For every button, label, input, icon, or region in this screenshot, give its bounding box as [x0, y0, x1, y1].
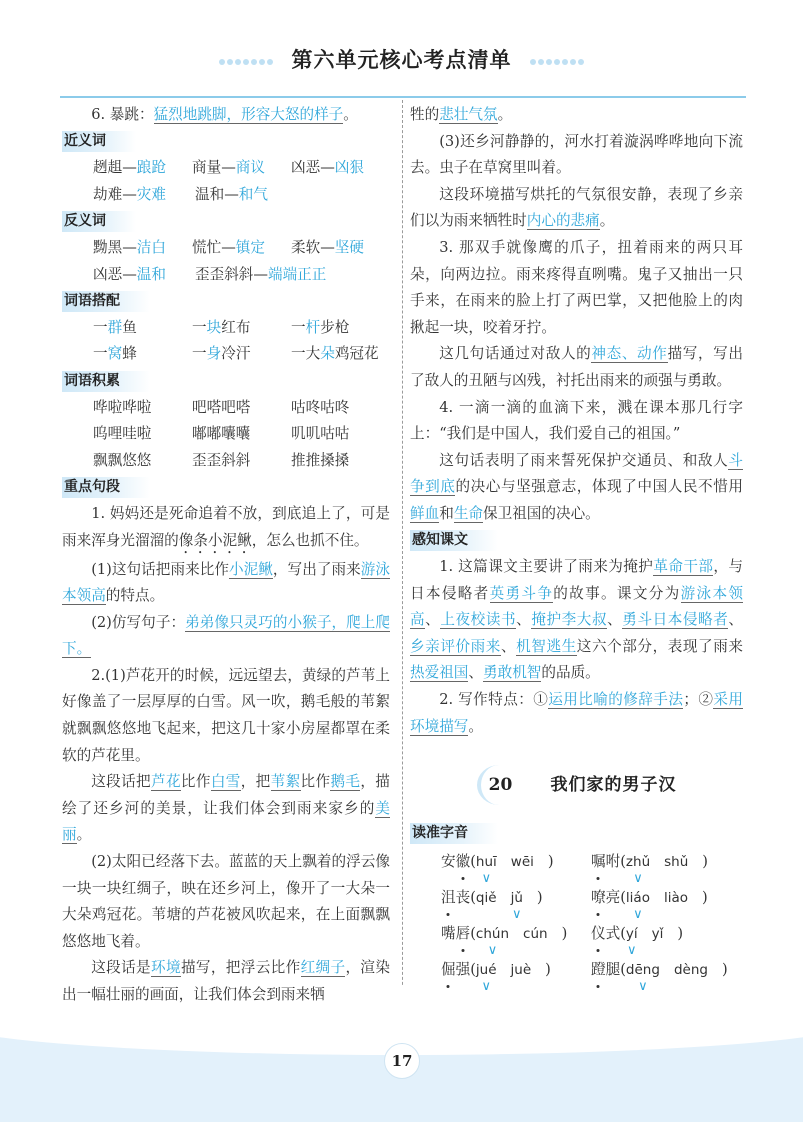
text-segment: ，渲染出一幅壮丽的画面，让我们体会到雨来牺 [62, 959, 390, 1003]
paragraph [62, 102, 390, 129]
text-segment: 呜哩哇啦 [93, 425, 152, 443]
pinyin-reading: jǔ ∨ [511, 883, 523, 913]
check-mark-icon: ∨ [633, 870, 643, 886]
paragraph [410, 235, 743, 341]
answer-fill: 掩护李大叔 [531, 611, 608, 629]
paren: ) [561, 924, 568, 942]
check-mark-icon: ∨ [487, 942, 498, 958]
section-header: 重点句段 [62, 477, 150, 498]
text-segment: 。 [343, 106, 358, 123]
word-item [93, 262, 195, 289]
paren: ) [721, 960, 728, 978]
word-item [291, 315, 390, 342]
answer-word: 端端正正 [267, 265, 327, 283]
decorative-dots-left [218, 50, 274, 69]
text-segment: 一 [93, 345, 108, 363]
section-header-row [410, 820, 743, 847]
word-char: 嘹 [591, 883, 606, 913]
paren: ( [470, 852, 476, 870]
text-segment: 1. 妈妈还是死命追着不放，到底追上了，可是雨来浑身光溜溜的 [62, 504, 390, 549]
word-char: 仪 [591, 919, 606, 949]
paragraph [62, 849, 390, 955]
pinyin-item [441, 883, 591, 922]
answer-word: 凶狠 [334, 159, 364, 177]
word-row [62, 235, 390, 262]
answer-fill: 白雪 [210, 773, 241, 791]
pinyin-row [410, 955, 743, 994]
pinyin-reading: huī ∨ [476, 847, 497, 877]
text-segment: 这几句话通过对敌人的 [439, 345, 592, 363]
word-item [192, 448, 291, 475]
paragraph [410, 395, 743, 448]
paragraph [62, 610, 390, 663]
word-row [62, 315, 390, 342]
text-segment: 、 [516, 611, 532, 629]
text-segment: ，与日本侵略者 [410, 558, 743, 602]
text-segment: 步枪 [320, 318, 350, 336]
paragraph [410, 341, 743, 394]
pinyin-reading: juè [510, 961, 532, 978]
text-segment: 的故事。课文分为 [553, 584, 681, 602]
section-header-row [62, 129, 390, 156]
pinyin-item [591, 847, 741, 886]
answer-fill: 美丽 [62, 799, 390, 844]
answer-word: 踉跄 [136, 159, 166, 177]
answer-fill: 猛烈地跳脚，形容大怒的样子 [153, 106, 344, 123]
text-segment: 1. 这篇课文主要讲了雨来为掩护 [439, 558, 654, 576]
text-segment: 歪歪斜斜— [195, 265, 268, 283]
word-item [192, 315, 291, 342]
text-segment: 一 [192, 345, 207, 363]
text-segment: 和 [439, 504, 454, 522]
pinyin-reading: dèng [673, 961, 708, 978]
pinyin-item [591, 883, 741, 922]
text-segment: 一 [192, 318, 207, 336]
paragraph [62, 663, 390, 769]
answer-fill: 勇斗日本侵略者 [622, 611, 729, 629]
text-segment: 描写，把浮云比作 [180, 959, 301, 977]
paren: ) [536, 888, 543, 906]
text-segment: 哗啦哗啦 [93, 398, 152, 416]
text-segment: 凶恶— [93, 265, 137, 283]
answer-fill: 鲜血 [410, 504, 440, 522]
text-segment: (3)还乡河静静的，河水打着漩涡哗哗地向下流去。虫子在草窝里叫着。 [410, 132, 743, 177]
answer-fill: 英勇斗争 [489, 584, 554, 602]
answer-fill: 游泳本领高 [62, 560, 390, 605]
emphasized-text: 像条小泥鳅 [178, 531, 252, 549]
text-segment: 柔软— [291, 238, 335, 256]
word-item [192, 421, 291, 448]
text-segment: 这段话是 [91, 959, 152, 977]
section-header-row [62, 288, 390, 315]
check-mark-icon: ∨ [481, 870, 492, 886]
section-header-row [62, 208, 390, 235]
word-row [62, 448, 390, 475]
word-char: 强 [455, 960, 471, 978]
lesson-name: 我们家的男子汉 [550, 774, 677, 795]
answer-fill: 乡亲评价雨来 [410, 637, 501, 655]
answer-fill: 悲壮气氛 [439, 106, 498, 123]
answer-fill: 环境 [151, 959, 181, 977]
text-segment: 慌忙— [192, 238, 236, 256]
answer-fill: 勇敢机智 [483, 664, 542, 682]
paren: ) [547, 852, 554, 870]
text-segment: 商量— [192, 159, 236, 177]
word-item [192, 155, 291, 182]
pinyin-reading: yí ∨ [626, 919, 638, 949]
answer-fill: 生命 [453, 504, 484, 522]
answer-fill: 游泳本领高 [410, 584, 743, 629]
word-char: 丧 [455, 888, 471, 906]
answer-word: 洁白 [136, 238, 166, 256]
text-segment: 这段环境描写烘托的气氛很安静，表现了乡亲们以为雨来牺牲时 [410, 185, 743, 230]
text-segment: 的决心与坚强意志，体现了中国人民不惜用 [455, 478, 743, 496]
text-segment: 的特点。 [105, 587, 165, 605]
answer-fill: 机智逃生 [516, 637, 577, 655]
pinyin-reading: shǔ [664, 853, 689, 870]
answer-fill: 芦花 [151, 773, 181, 791]
text-segment: (2)仿写句子： [91, 613, 186, 631]
text-segment: 飘飘悠悠 [93, 451, 152, 469]
text-segment: 比作 [180, 773, 211, 791]
text-segment: 这六个部分，表现了雨来 [576, 637, 743, 655]
paren: ) [677, 924, 684, 942]
word-char: 沮 [441, 883, 456, 913]
pinyin-reading: yǐ [651, 925, 664, 942]
text-segment: 2.(1)芦花开的时候，远远望去，黄绿的芦苇上好像盖了一层厚厚的白雪。风一吹，鹅毛般的苇絮就飘飘悠悠地飞起来，把这几十家小房屋都罩在柔软的芦花里。 [62, 666, 390, 764]
text-segment: 2. 写作特点：① [439, 691, 549, 709]
word-item [195, 182, 297, 209]
answer-fill: 红绸子 [300, 959, 346, 977]
word-char: 腿 [605, 960, 621, 978]
text-segment: ，写出了雨来 [272, 560, 361, 578]
paragraph [410, 182, 743, 235]
word-item [93, 315, 192, 342]
text-segment: 劫难— [93, 185, 137, 203]
text-segment: 冷汗 [221, 345, 251, 363]
page-header [0, 44, 803, 74]
word-item [93, 448, 192, 475]
word-item [291, 395, 390, 422]
text-segment: 趔趄— [93, 159, 137, 177]
right-column [410, 102, 743, 994]
answer-word: 群 [107, 318, 123, 336]
paragraph [410, 129, 743, 182]
answer-fill: 弟弟像只灵巧的小猴子，爬上爬下。 [62, 613, 390, 658]
paren: ) [702, 888, 708, 906]
word-item [291, 235, 390, 262]
text-segment: 描写，写出了敌人的丑陋与凶残，衬托出雨来的顽强与勇敢。 [410, 345, 743, 389]
answer-word: 块 [206, 318, 222, 336]
paragraph [410, 687, 743, 740]
lesson-number-badge: 20 [477, 765, 521, 805]
text-segment: 牲的 [410, 106, 440, 123]
paragraph [62, 557, 390, 610]
answer-fill: 斗争到底 [410, 451, 743, 496]
text-segment: 推推搡搡 [291, 451, 350, 469]
answer-word: 朵 [320, 345, 335, 363]
text-segment: 保卫祖国的决心。 [483, 504, 600, 522]
paragraph [410, 102, 743, 129]
text-segment: 红布 [221, 318, 251, 336]
check-mark-icon: ∨ [481, 978, 491, 994]
text-segment: 。 [599, 212, 615, 230]
text-segment: 这段话把 [91, 773, 151, 791]
word-item [291, 341, 390, 368]
check-mark-icon: ∨ [633, 906, 643, 922]
paren: ) [545, 960, 551, 978]
pinyin-item [591, 919, 741, 958]
pinyin-reading: zhǔ ∨ [626, 847, 650, 877]
pinyin-row [410, 847, 743, 886]
paren: ( [620, 924, 626, 942]
word-row [62, 182, 390, 209]
answer-fill: 鹅毛 [330, 773, 361, 791]
answer-fill: 革命干部 [653, 558, 714, 576]
paragraph [62, 955, 390, 1008]
text-segment: ；② [683, 691, 714, 709]
paragraph [410, 554, 743, 687]
text-segment: 的品质。 [541, 664, 600, 682]
text-segment: 歪歪斜斜 [192, 451, 251, 469]
word-char: 式 [605, 924, 621, 942]
text-segment: 。 [497, 106, 513, 123]
section-header: 读准字音 [410, 823, 498, 844]
word-row [62, 421, 390, 448]
answer-word: 身 [206, 345, 222, 363]
answer-fill: 神态、动作 [591, 345, 668, 363]
text-segment: 、 [607, 611, 623, 629]
text-segment: 这句话表明了雨来誓死保护交通员、和敌人 [439, 451, 729, 469]
header-rule [60, 96, 746, 98]
pinyin-reading: liào [663, 889, 689, 906]
section-header: 感知课文 [410, 530, 498, 551]
word-row [62, 395, 390, 422]
answer-word: 坚硬 [334, 238, 364, 256]
paren: ( [470, 888, 476, 906]
word-char: 亮 [605, 888, 621, 906]
pinyin-reading: jué ∨ [476, 955, 497, 985]
paragraph [62, 769, 390, 849]
lesson-title [410, 750, 743, 820]
text-segment: 嘟嘟囔囔 [192, 425, 251, 443]
word-item [291, 421, 390, 448]
text-segment: 蜂 [122, 345, 137, 363]
pinyin-reading: chún ∨ [476, 919, 509, 949]
word-row [62, 155, 390, 182]
word-char: 安 [441, 852, 456, 870]
text-segment: 、 [500, 637, 517, 655]
text-segment: 比作 [300, 773, 331, 791]
text-segment: 一 [93, 318, 108, 336]
word-char: 徽 [456, 847, 471, 877]
text-segment: (1)这句话把雨来比作 [91, 560, 229, 578]
text-segment: 叽叽咕咕 [291, 425, 350, 443]
word-item [192, 395, 291, 422]
pinyin-reading: cún [523, 925, 548, 942]
word-item [93, 155, 192, 182]
section-header-row [410, 528, 743, 555]
paragraph [410, 448, 743, 528]
paren: ( [470, 924, 476, 942]
paragraph [62, 501, 390, 557]
pinyin-reading: dēng ∨ [626, 955, 660, 985]
text-segment: 6. 暴跳： [91, 106, 154, 123]
word-item [192, 235, 291, 262]
text-segment: 温和— [195, 185, 239, 203]
word-item [93, 421, 192, 448]
word-item [195, 262, 345, 289]
pinyin-reading: qiě [475, 889, 497, 906]
answer-word: 杆 [305, 318, 321, 336]
text-segment: 、 [425, 611, 441, 629]
text-segment: 咕咚咕咚 [291, 398, 350, 416]
word-char: 倔 [441, 955, 456, 985]
text-segment: 一大 [291, 345, 321, 363]
text-segment: 。 [468, 717, 483, 735]
paren: ( [620, 960, 626, 978]
section-header: 反义词 [62, 211, 136, 232]
text-segment: 吧嗒吧嗒 [192, 398, 251, 416]
text-segment: ，描绘了还乡河的美景，让我们体会到雨来家乡的 [62, 773, 390, 817]
word-char: 唇 [456, 919, 471, 949]
answer-fill: 内心的悲痛 [526, 212, 600, 230]
text-segment: 凶恶— [291, 159, 335, 177]
text-segment: ，怎么也抓不住。 [251, 531, 369, 549]
paren: ( [620, 888, 626, 906]
word-item [93, 182, 195, 209]
page-number: 17 [384, 1043, 420, 1079]
word-char: 嘱 [591, 847, 606, 877]
word-char: 嘴 [441, 924, 456, 942]
word-item [93, 341, 192, 368]
text-segment: 、 [728, 611, 743, 629]
answer-word: 和气 [238, 185, 268, 203]
word-item [192, 341, 291, 368]
pinyin-row [410, 919, 743, 958]
pinyin-item [441, 955, 591, 994]
text-segment: 。 [76, 826, 92, 844]
text-segment: 、 [468, 664, 483, 682]
text-segment: 一 [291, 318, 306, 336]
text-segment: (2)太阳已经落下去。蓝蓝的天上飘着的浮云像一块一块红绸子，映在还乡河上，像开了一大朵一大朵鸡冠花。苇塘的芦花被风吹起来，在上面飘飘悠悠地飞着。 [62, 853, 390, 950]
section-header-row [62, 474, 390, 501]
pinyin-item [591, 955, 741, 994]
paren: ( [470, 960, 476, 978]
paren: ( [620, 852, 626, 870]
paren: ) [702, 852, 708, 870]
pinyin-reading: wēi [510, 853, 534, 870]
left-column [62, 102, 390, 1009]
word-item [93, 395, 192, 422]
section-header: 词语积累 [62, 371, 150, 392]
check-mark-icon: ∨ [511, 906, 522, 922]
word-item [291, 448, 390, 475]
decorative-dots-right [529, 50, 585, 69]
text-segment: 3. 那双手就像鹰的爪子，扭着雨来的两只耳朵，向两边拉。雨来疼得直咧嘴。鬼子又抽出一只手来，在雨来的脸上打了两巴掌，又把他脸上的肉揪起一块，咬着牙拧。 [410, 238, 743, 336]
section-header: 近义词 [62, 131, 136, 152]
section-header-row [62, 368, 390, 395]
word-item [93, 235, 192, 262]
check-mark-icon: ∨ [638, 978, 648, 994]
answer-word: 灾难 [136, 185, 166, 203]
word-row [62, 341, 390, 368]
word-char: 咐 [605, 852, 621, 870]
check-mark-icon: ∨ [627, 942, 637, 958]
answer-word: 温和 [136, 265, 166, 283]
word-item [291, 155, 390, 182]
column-divider [402, 100, 403, 1020]
answer-word: 商议 [235, 159, 265, 177]
answer-fill: 苇絮 [270, 773, 301, 791]
text-segment: ，把 [240, 773, 271, 791]
section-header: 词语搭配 [62, 291, 150, 312]
text-segment: 黝黑— [93, 238, 137, 256]
text-segment: 鸡冠花 [334, 345, 379, 363]
text-segment: 鱼 [122, 318, 137, 336]
text-segment: 4. 一滴一滴的血滴下来，溅在课本那几行字上：“我们是中国人，我们爱自己的祖国。” [410, 398, 743, 443]
answer-fill: 小泥鳅 [229, 560, 273, 578]
word-row [62, 262, 390, 289]
answer-fill: 热爱祖国 [410, 664, 469, 682]
word-char: 蹬 [591, 955, 606, 985]
page-title: 第六单元核心考点清单 [291, 47, 512, 72]
answer-word: 窝 [107, 345, 123, 363]
answer-fill: 上夜校读书 [440, 611, 517, 629]
answer-fill: 采用环境描写 [410, 691, 743, 735]
answer-word: 镇定 [235, 238, 265, 256]
answer-fill: 运用比喻的修辞手法 [548, 691, 684, 709]
pinyin-row [410, 883, 743, 922]
pinyin-reading: liáo ∨ [626, 883, 650, 913]
pinyin-item [441, 847, 591, 886]
